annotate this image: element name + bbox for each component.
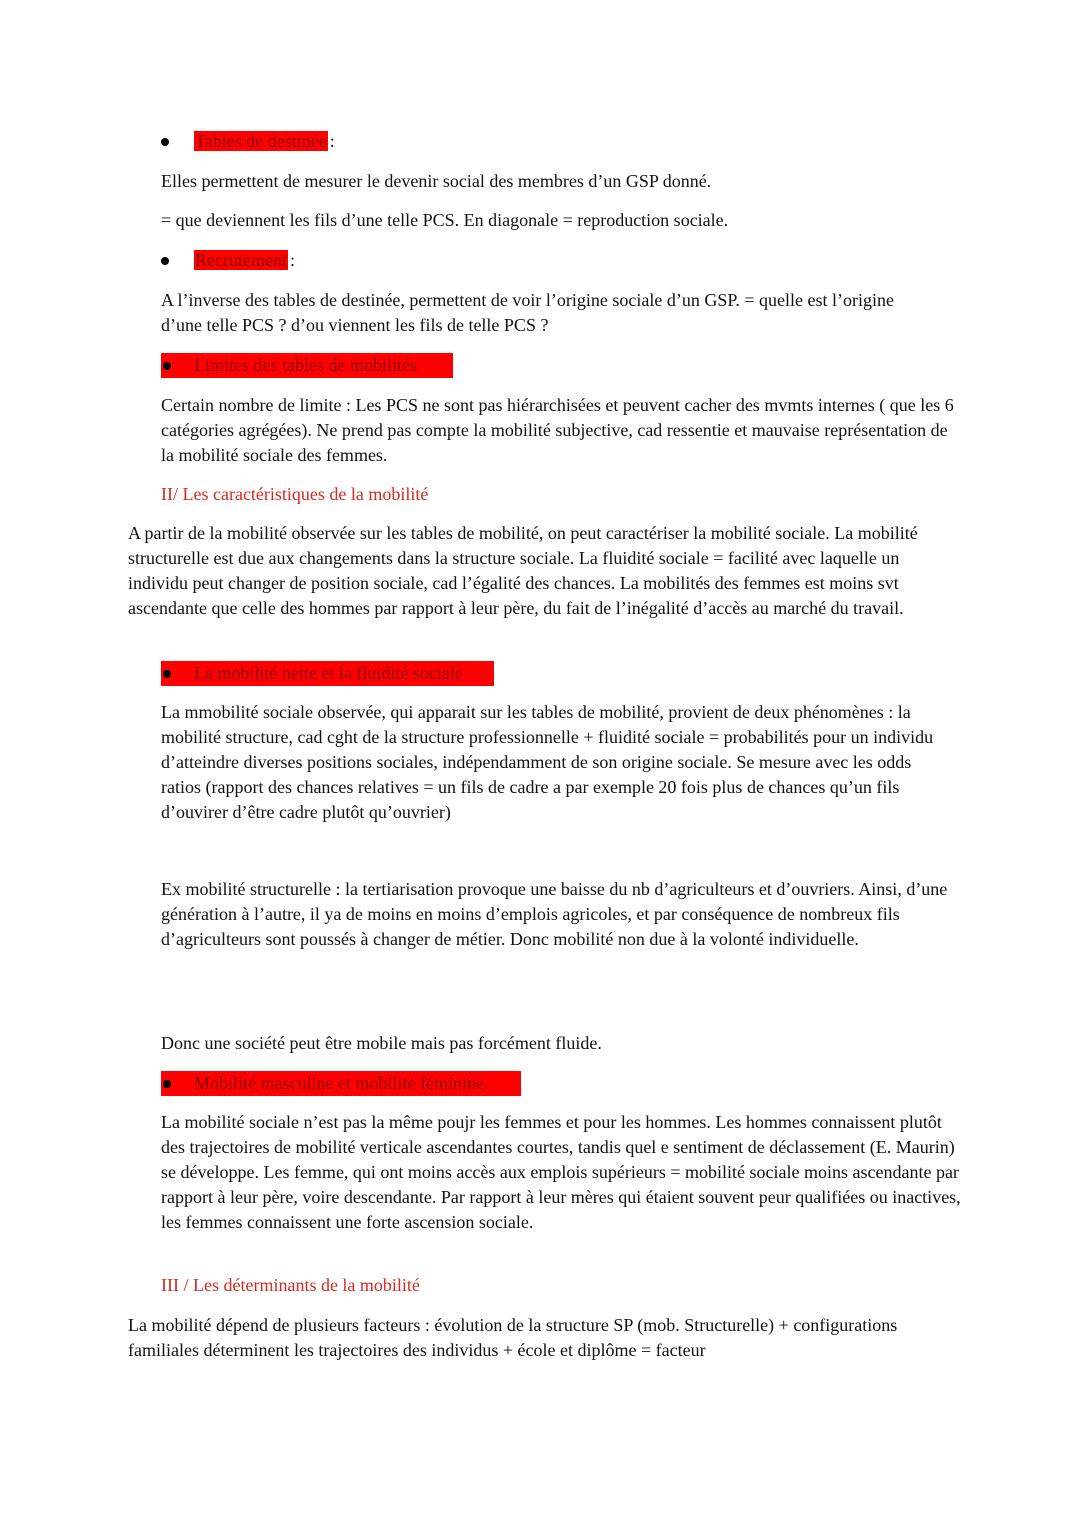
paragraph: A partir de la mobilité observée sur les tables de mobilité, on peut caractériser la mobilité sociale. La mobilité structurelle est due aux changements dans la structure sociale. La fluidité sociale = facilité avec laquelle un individu peut changer de position sociale, cad l’égalité des chances. La mobilités des femmes est moins svt ascendante que celle des hommes par rapport à leur père, du fait de l’inégalité d’accès au marché du travail. xyxy=(128,523,918,618)
paragraph: Ex mobilité structurelle : la tertiarisation provoque une baisse du nb d’agriculteurs et d’ouvriers. Ainsi, d’une génération à l’autre, il ya de moins en moins d’emplois agricoles, et par conséquence de nombreux fils d’agriculteurs sont poussés à changer de métier. Donc mobilité non due à la volonté individuelle. xyxy=(161,879,948,949)
bullet-dot-icon xyxy=(163,670,171,678)
highlighted-term xyxy=(194,248,295,273)
section-heading-2: II/ Les caractéristiques de la mobilité xyxy=(161,484,429,504)
bullet-tables-destinee xyxy=(161,129,561,154)
bullet-mobilite-nette xyxy=(161,661,494,686)
term-tables-destinee: Tables de destinée xyxy=(195,131,327,151)
bullet-dot-icon xyxy=(161,138,169,146)
highlight-band xyxy=(161,1071,521,1096)
term-recrutement: Recrutement xyxy=(195,250,287,270)
term-colon: : xyxy=(289,250,295,270)
bullet-limites xyxy=(161,353,453,378)
term-colon: : xyxy=(329,131,335,151)
paragraph: = que deviennent les fils d’une telle PCS. En diagonale = reproduction sociale. xyxy=(161,210,729,230)
paragraph: Elles permettent de mesurer le devenir social des membres d’un GSP donné. xyxy=(161,171,712,191)
term-mobilite-genre: Mobilité masculine et mobilité féminine. xyxy=(194,1073,489,1093)
paragraph: Certain nombre de limite : Les PCS ne sont pas hiérarchisées et peuvent cacher des mvmts internes ( que les 6 catégories agrégées). Ne prend pas compte la mobilité subjective, cad ressentie et mauvaise représentation de la mobilité sociale des femmes. xyxy=(161,395,954,465)
bullet-dot-icon xyxy=(163,362,171,370)
paragraph: La mmobilité sociale observée, qui apparait sur les tables de mobilité, provient de deux phénomènes : la mobilité structure, cad cght de la structure professionnelle + fluidité sociale = probabilités pour un individu d’atteindre diverses positions sociales, indépendamment de son origine sociale. Se mesure avec les odds ratios (rapport des chances relatives = un fils de cadre a par exemple 20 fois plus de chances qu’un fils d’ouvirer d’être cadre plutôt qu’ouvrier) xyxy=(161,702,934,822)
term-limites: Limites des tables de mobilités xyxy=(194,355,417,375)
paragraph: Donc une société peut être mobile mais pas forcément fluide. xyxy=(161,1033,602,1053)
bullet-mobilite-genre xyxy=(161,1071,521,1096)
highlighted-term xyxy=(194,129,335,154)
section-heading-3: III / Les déterminants de la mobilité xyxy=(161,1275,420,1295)
term-mobilite-nette: La mobilité nette et la fluidité sociale xyxy=(194,663,463,683)
bullet-recrutement xyxy=(161,248,561,273)
paragraph: A l’inverse des tables de destinée, permettent de voir l’origine sociale d’un GSP. = quelle est l’origine d’une telle PCS ? d’ou viennent les fils de telle PCS ? xyxy=(161,290,894,335)
paragraph: La mobilité dépend de plusieurs facteurs : évolution de la structure SP (mob. Structurelle) + configurations familiales déterminent les trajectoires des individus + école et diplôme = facteur xyxy=(128,1315,898,1360)
bullet-dot-icon xyxy=(163,1080,171,1088)
highlight-band xyxy=(161,353,453,378)
paragraph: La mobilité sociale n’est pas la même poujr les femmes et pour les hommes. Les hommes connaissent plutôt des trajectoires de mobilité verticale ascendantes courtes, tandis quel e sentiment de déclassement (E. Maurin) se développe. Les femme, qui ont moins accès aux emplois supérieurs = mobilité sociale moins ascendante par rapport à leur père, voire descendante. Par rapport à leur mères qui étaient souvent peur qualifiées ou inactives, les femmes connaissent une forte ascension sociale. xyxy=(161,1112,961,1232)
bullet-dot-icon xyxy=(161,257,169,265)
highlight-band xyxy=(161,661,494,686)
